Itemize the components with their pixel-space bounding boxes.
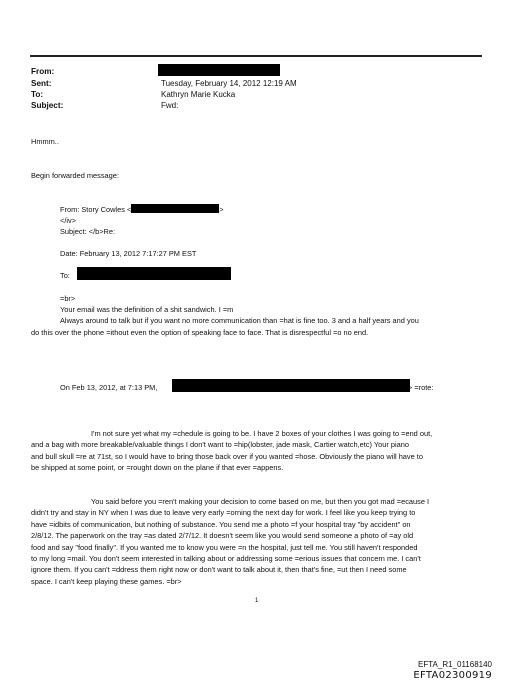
p2-line: I'm not sure yet what my =chedule is going to be. I have 2 boxes of your clothes I was going to =end out, <box>91 429 433 438</box>
p3-line: 2/8/12. The paperwork on the tray =as dated 2/7/12. It doesn't seem like you would send someone a photo of =ay old <box>31 531 414 541</box>
to-label: To: <box>31 90 44 99</box>
fwd-from <box>60 204 224 215</box>
paragraph-3 <box>31 496 429 587</box>
p2-line: be shipped at some point, or =rought down on the plane if that ever =appens. <box>31 463 284 473</box>
p2-line: and bull skull =re at 71st, so I would have to bring those back over if you wanted =hose. Obviously the piano will have to <box>31 451 423 461</box>
p2-line: and a bag with more breakable/valuable things I don't want to =hip(lobster, jade mask, Cartier watch,etc) Your piano <box>31 440 409 450</box>
fwd-from-suffix: > <box>219 205 224 214</box>
p3-line: didn't try and stay in NY when I was due to leave very early =orning the next day for work. I feel like you keep trying to <box>31 508 416 518</box>
fwd-date: Date: February 13, 2012 7:17:27 PM EST <box>60 249 197 258</box>
p1-line: do this over the phone =ithout even the option of speaking face to face. That is disrespectful =o no end. <box>31 327 369 337</box>
begin-forwarded: Begin forwarded message: <box>31 171 119 180</box>
to-value: Kathryn Marie Kucka <box>161 90 236 99</box>
subject-value: Fwd: <box>161 101 179 110</box>
br-tag: =br> <box>60 294 76 303</box>
sent-value: Tuesday, February 14, 2012 12:19 AM <box>161 79 297 88</box>
redacted-fwd-from <box>131 204 219 213</box>
page-number: 1 <box>255 598 259 604</box>
p3-line: to my long =mail. You don't seem interested in talking about or addressing some =erious issues that concern me. I can't <box>31 554 421 564</box>
paragraph-1-cont <box>31 327 368 338</box>
bates-stamp-1: EFTA_R1_01168140 <box>418 660 492 669</box>
greeting: Hmmm.. <box>31 137 59 146</box>
p1-line: Always around to talk but if you want no more communication than =hat is fine too. 3 and a half years and you <box>60 316 419 326</box>
fwd-subject: Subject: </b>Re: <box>60 227 116 236</box>
on-line: On Feb 13, 2012, at 7:13 PM, <box>60 383 158 392</box>
paragraph-2 <box>31 428 432 474</box>
p3-line: ignore them. If you can't =ddress them right now or don't want to talk about it, then that's fine, =ut then I need some <box>31 565 407 575</box>
fwd-from-prefix: From: Story Cowles < <box>60 205 132 214</box>
redacted-sender <box>172 379 410 392</box>
subject-label: Subject: <box>31 101 64 110</box>
redacted-from <box>158 64 280 76</box>
wrote-text: > =rote: <box>408 383 434 392</box>
p3-line: have =idbits of communication, but nothing of substance. You send me a photo =f your hospital tray "by accident" on <box>31 519 411 529</box>
p3-line: You said before you =ren't making your decision to come based on me, but then you got mad =ecause I <box>91 497 430 506</box>
paragraph-1 <box>60 304 419 327</box>
p1-line: Your email was the definition of a shit sandwich. I =m <box>60 305 234 314</box>
redacted-fwd-to <box>77 267 231 280</box>
header-rule <box>30 55 482 57</box>
fwd-to: To: <box>60 271 70 280</box>
bates-stamp-2: EFTA02300919 <box>413 670 492 681</box>
sent-label: Sent: <box>31 79 52 88</box>
p3-line: food and say "food finally". If you wanted me to know you were =n the hospital, just tell me. You still haven't responded <box>31 542 418 552</box>
div-tag: </iv> <box>60 216 77 225</box>
p3-line: space. I can't keep playing these games. =br> <box>31 576 182 586</box>
from-label: From: <box>31 67 55 76</box>
